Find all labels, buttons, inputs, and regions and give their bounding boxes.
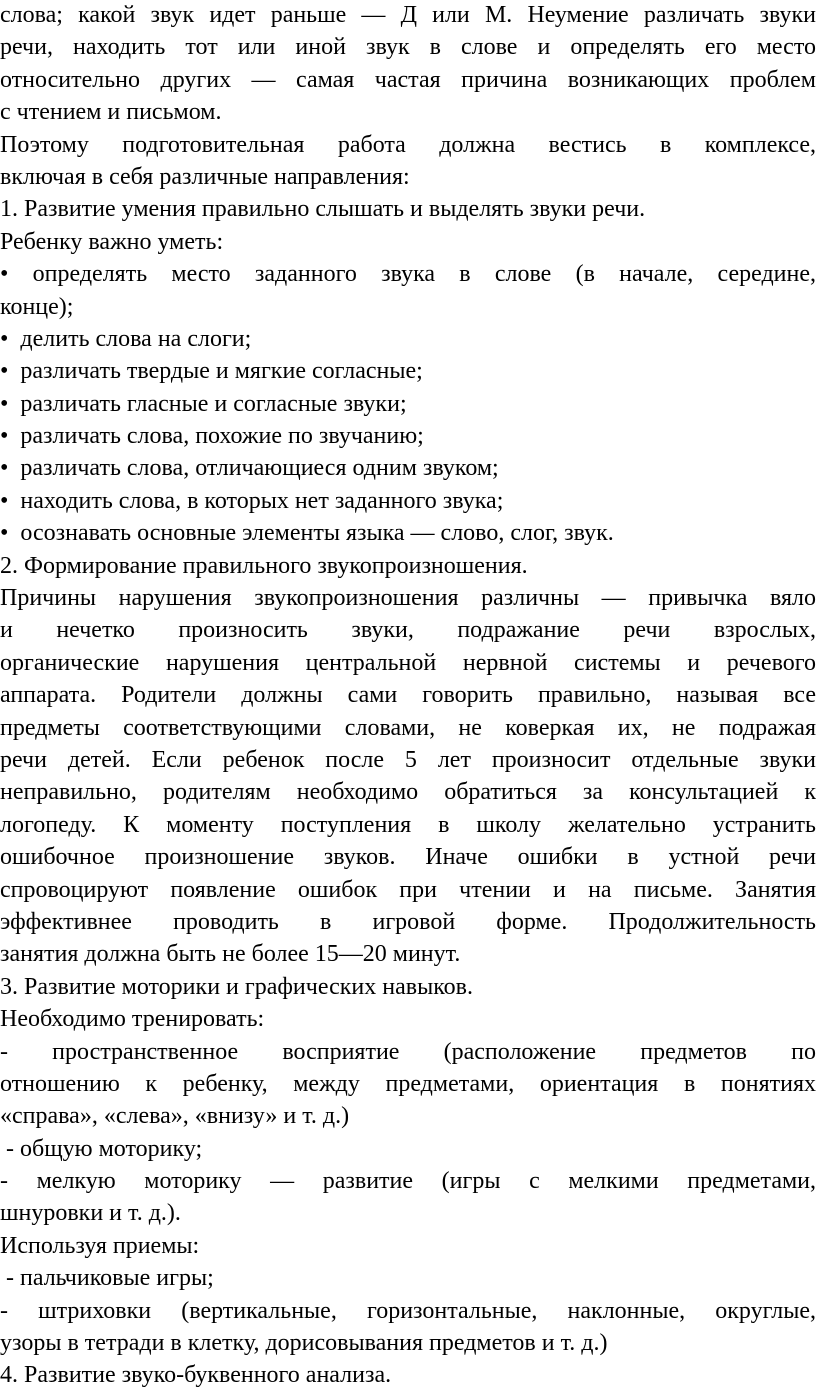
text-line: относительно других — самая частая причина возникающих проблем bbox=[0, 66, 816, 93]
list-item: - общую моторику; bbox=[0, 1135, 203, 1162]
text-line: с чтением и письмом. bbox=[0, 99, 222, 126]
list-item: • различать слова, отличающиеся одним звуком; bbox=[0, 455, 499, 482]
section-heading: 4. Развитие звуко-буквенного анализа. bbox=[0, 1362, 392, 1389]
section-heading: 1. Развитие умения правильно слышать и выделять звуки речи. bbox=[0, 196, 646, 223]
text-line: конце); bbox=[0, 293, 74, 320]
list-item: • различать слова, похожие по звучанию; bbox=[0, 423, 424, 450]
text-line: Необходимо тренировать: bbox=[0, 1006, 265, 1033]
text-line: логопеду. К моменту поступления в школу желательно устранить bbox=[0, 811, 816, 838]
text-line: Ребенку важно уметь: bbox=[0, 228, 224, 255]
text-line: эффективнее проводить в игровой форме. Продолжительность bbox=[0, 908, 816, 935]
list-item: • осознавать основные элементы языка — слово, слог, звук. bbox=[0, 520, 614, 547]
text-line: «справа», «слева», «внизу» и т. д.) bbox=[0, 1103, 350, 1130]
text-line: ошибочное произношение звуков. Иначе ошибки в устной речи bbox=[0, 844, 816, 871]
list-item: • определять место заданного звука в слове (в начале, середине, bbox=[0, 261, 816, 288]
text-line: включая в себя различные направления: bbox=[0, 163, 410, 190]
text-line: занятия должна быть не более 15—20 минут. bbox=[0, 941, 461, 968]
list-item: - пальчиковые игры; bbox=[0, 1265, 214, 1292]
list-item: - штриховки (вертикальные, горизонтальные, наклонные, округлые, bbox=[0, 1297, 816, 1324]
text-line: узоры в тетради в клетку, дорисовывания предметов и т. д.) bbox=[0, 1330, 608, 1357]
text-line: Поэтому подготовительная работа должна вестись в комплексе, bbox=[0, 131, 816, 158]
section-heading: 3. Развитие моторики и графических навыков. bbox=[0, 973, 473, 1000]
text-line: отношению к ребенку, между предметами, ориентация в понятиях bbox=[0, 1070, 816, 1097]
text-line: шнуровки и т. д.). bbox=[0, 1200, 181, 1227]
text-line: предметы соответствующими словами, не коверкая их, не подражая bbox=[0, 714, 816, 741]
section-heading: 2. Формирование правильного звукопроизношения. bbox=[0, 552, 528, 579]
text-line: аппарата. Родители должны сами говорить правильно, называя все bbox=[0, 682, 816, 709]
text-line: спровоцируют появление ошибок при чтении и на письме. Занятия bbox=[0, 876, 816, 903]
text-line: неправильно, родителям необходимо обратиться за консультацией к bbox=[0, 779, 816, 806]
list-item: - пространственное восприятие (расположение предметов по bbox=[0, 1038, 816, 1065]
list-item: • находить слова, в которых нет заданного звука; bbox=[0, 487, 504, 514]
text-line: слова; какой звук идет раньше — Д или М. Неумение различать звуки bbox=[0, 2, 816, 28]
text-line: органические нарушения центральной нервной системы и речевого bbox=[0, 649, 816, 676]
text-line: Используя приемы: bbox=[0, 1232, 200, 1259]
list-item: • делить слова на слоги; bbox=[0, 325, 252, 352]
text-line: и нечетко произносить звуки, подражание речи взрослых, bbox=[0, 617, 816, 644]
text-line: речи, находить тот или иной звук в слове и определять его место bbox=[0, 34, 816, 61]
list-item: • различать гласные и согласные звуки; bbox=[0, 390, 407, 417]
list-item: - мелкую моторику — развитие (игры с мелкими предметами, bbox=[0, 1168, 816, 1195]
text-line: речи детей. Если ребенок после 5 лет произносит отдельные звуки bbox=[0, 746, 816, 773]
list-item: • различать твердые и мягкие согласные; bbox=[0, 358, 423, 385]
text-line: Причины нарушения звукопроизношения различны — привычка вяло bbox=[0, 585, 816, 612]
